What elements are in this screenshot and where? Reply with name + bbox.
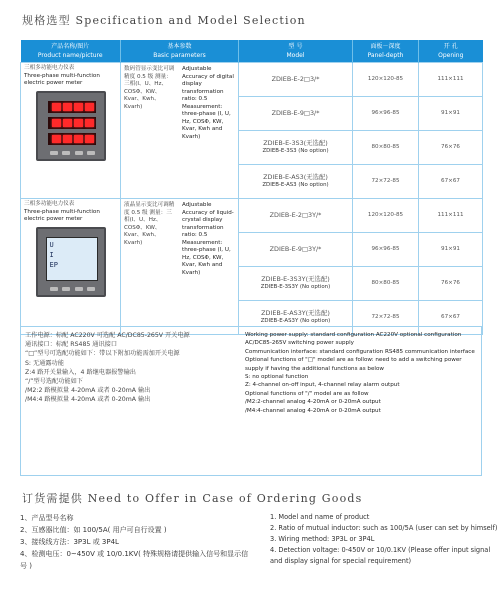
opening-cell: 67×67 xyxy=(419,165,483,199)
header-parameters: 基本参数 Basic parameters xyxy=(121,40,239,63)
header-panel-depth: 面板－深度 Panel-depth xyxy=(353,40,419,63)
table-row xyxy=(21,63,483,97)
model-cell: ZDIEB-E-AS3Y(无选配) ZDIEB-E-AS3Y (No option) xyxy=(239,301,353,335)
specification-table xyxy=(20,40,483,335)
notes-chinese: 工作电源：标配 AC220V 可选配 AC/DC85-265V 开关电源 通讯接口：标配 RS485 通讯接口 “□”型号可选配功能如下：带以下附加功能需加开关电源 S: 无通露功能 Z:4 路开关量输入，4 路继电器报警输出 “/”型号选配功能如下 /M2:2 路模拟量 4-20mA 或者 0-20mA 输出 /M4:4 路模拟量 4-20mA 或者 0-20mA 输出 xyxy=(25,332,190,404)
opening-cell: 91×91 xyxy=(419,97,483,131)
product-cell-lcd: 三相多功能电力仪表 Three-phase multi-function electric power meter U I EP xyxy=(21,199,121,335)
panel-cell: 96×96-85 xyxy=(353,233,419,267)
model-cell: ZDIEB-E-3S3(无选配) ZDIEB-E-3S3 (No option) xyxy=(239,131,353,165)
led-meter-image xyxy=(36,91,106,161)
specification-title: 规格选型 Specification and Model Selection xyxy=(22,14,306,27)
order-requirements-chinese xyxy=(20,512,250,572)
panel-cell: 120×120-85 xyxy=(353,199,419,233)
order-requirements-english xyxy=(270,512,500,567)
panel-cell: 72×72-85 xyxy=(353,301,419,335)
list-item: 2、互感器比值：如 100/5A( 用户可自行设置 ) xyxy=(20,526,167,534)
panel-cell: 80×80-85 xyxy=(353,131,419,165)
list-item: 1、产品型号名称 xyxy=(20,514,74,522)
model-cell: ZDIEB-E-AS3(无选配) ZDIEB-E-AS3 (No option) xyxy=(239,165,353,199)
table-row xyxy=(21,199,483,233)
opening-cell: 76×76 xyxy=(419,131,483,165)
notes-english: Working power supply: standard configuration AC220V optional configuration AC/DC85-265V switching power supply Communication interface: standard configuration RS485 communication interface Optional functions of "□" model are as follow: need to add a switching power supply if having the additional functions as below S: no optional function Z: 4-channel on-off input, 4-channel relay alarm output Optional functions of "/" model are as follow /M2:2-channel analog 4-20mA or 0-20mA output /M4:4-channel analog 4-20mA or 0-20mA output xyxy=(245,332,475,414)
model-cell: ZDIEB-E-3S3Y(无选配) ZDIEB-E-3S3Y (No option) xyxy=(239,267,353,301)
configuration-notes xyxy=(20,326,482,476)
list-item: 1. Model and name of product xyxy=(270,513,370,521)
model-cell: ZDIEB-E-2□3/* xyxy=(239,63,353,97)
panel-cell: 72×72-85 xyxy=(353,165,419,199)
order-title: 订货需提供 Need to Offer in Case of Ordering Goods xyxy=(22,492,363,505)
opening-cell: 111×111 xyxy=(419,199,483,233)
list-item: 4、检测电压：0~450V 或 10/0.1KV( 特殊规格请提供输入信号和显示信号 ) xyxy=(20,550,249,570)
list-item: 4. Detection voltage: 0-450V or 10/0.1KV (Please offer input signal and display signal for special requirement) xyxy=(270,546,491,565)
product-cell-led: 三相多功能电力仪表 Three-phase multi-function electric power meter xyxy=(21,63,121,199)
params-cell-lcd: 液晶显示变比可调精度 0.5 级 测量：三相(I、U、Hz、COSΦ、KW、Kvar、Kwh、Kvarh) Adjustable Accuracy of liquid-crystal display transformation ratio: 0.5 Measurement: three-phase (I, U, Hz, COSΦ, KW, Kvar, Kwh and Kvarh) xyxy=(121,199,239,335)
table-header-row xyxy=(21,40,483,63)
model-cell: ZDIEB-E-2□3Y/* xyxy=(239,199,353,233)
params-cell-led: 数码管显示变比可调精度 0.5 级 测量：三相(I、U、Hz、COSΦ、KW、Kvar、Kwh、Kvarh) Adjustable Accuracy of digital display transformation ratio: 0.5 Measurement: three-phase (I, U, Hz, COSΦ, KW, Kvar, Kwh and Kvarh) xyxy=(121,63,239,199)
panel-cell: 80×80-85 xyxy=(353,267,419,301)
lcd-screen: U I EP xyxy=(46,237,98,281)
list-item: 3. Wiring method: 3P3L or 3P4L xyxy=(270,535,375,543)
panel-cell: 120×120-85 xyxy=(353,63,419,97)
header-model: 型 号 Model xyxy=(239,40,353,63)
list-item: 2. Ratio of mutual inductor: such as 100/5A (user can set by himself) xyxy=(270,524,498,532)
model-cell: ZDIEB-E-9□3Y/* xyxy=(239,233,353,267)
header-opening: 开 孔 Opening xyxy=(419,40,483,63)
opening-cell: 76×76 xyxy=(419,267,483,301)
panel-cell: 96×96-85 xyxy=(353,97,419,131)
model-cell: ZDIEB-E-9□3/* xyxy=(239,97,353,131)
opening-cell: 67×67 xyxy=(419,301,483,335)
lcd-meter-image xyxy=(36,227,106,297)
list-item: 3、接线线方法：3P3L 或 3P4L xyxy=(20,538,119,546)
header-product: 产品名称/图片 Product name/picture xyxy=(21,40,121,63)
opening-cell: 91×91 xyxy=(419,233,483,267)
opening-cell: 111×111 xyxy=(419,63,483,97)
